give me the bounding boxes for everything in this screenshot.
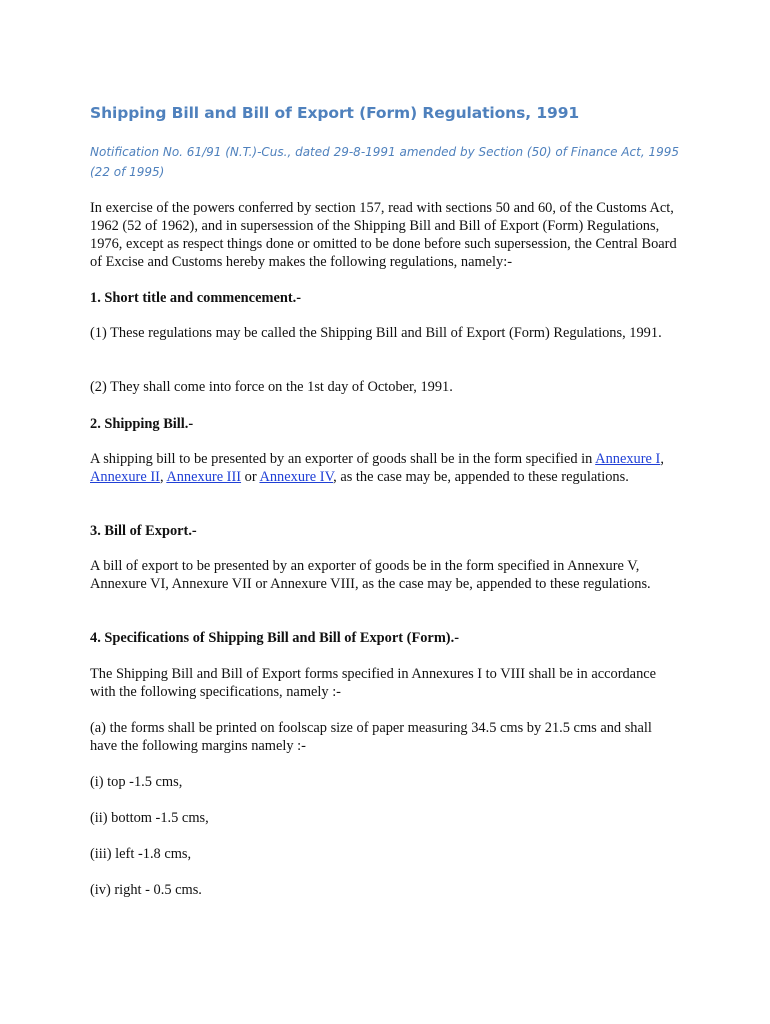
annexure-iii-link[interactable]: Annexure III bbox=[166, 469, 242, 485]
notification-line: Notification No. 61/91 (N.T.)-Cus., dated 29-8-1991 amended by Section (50) of Finance Act, 1995 (22 of 1995) bbox=[90, 145, 679, 179]
section-2-text-after: , as the case may be, appended to these regulations. bbox=[333, 469, 629, 485]
annexure-iv-link[interactable]: Annexure IV bbox=[259, 469, 334, 485]
link-separator: , bbox=[159, 469, 167, 485]
preamble-paragraph: In exercise of the powers conferred by section 157, read with sections 50 and 60, of the Customs Act, 1962 (52 of 1962), and in supersession of the Shipping Bill and Bill of Export (Form) Regulations, 1976, except as respect things done or omitted to be done before such supersession, the Central Board of Excise and Customs hereby makes the following regulations, namely:- bbox=[90, 200, 677, 270]
margin-item-left: (iii) left -1.8 cms, bbox=[90, 846, 192, 862]
section-2-text-before: A shipping bill to be presented by an exporter of goods shall be in the form specified in bbox=[90, 451, 596, 467]
link-separator: or bbox=[241, 469, 260, 485]
link-separator: , bbox=[660, 451, 664, 467]
section-4-item-a: (a) the forms shall be printed on foolscap size of paper measuring 34.5 cms by 21.5 cms and shall have the following margins namely :- bbox=[90, 720, 652, 754]
annexure-ii-link[interactable]: Annexure II bbox=[90, 469, 160, 485]
section-3-heading: 3. Bill of Export.- bbox=[90, 523, 197, 539]
section-4-heading: 4. Specifications of Shipping Bill and Bill of Export (Form).- bbox=[90, 630, 459, 646]
margin-item-top: (i) top -1.5 cms, bbox=[90, 774, 183, 790]
section-3-paragraph: A bill of export to be presented by an exporter of goods be in the form specified in Annexure V, Annexure VI, Annexure VII or Annexure VIII, as the case may be, appended to these regulations. bbox=[90, 558, 651, 592]
document-title: Shipping Bill and Bill of Export (Form) Regulations, 1991 bbox=[90, 104, 580, 122]
section-2-paragraph bbox=[90, 450, 680, 486]
annexure-i-link[interactable]: Annexure I bbox=[595, 451, 661, 467]
section-4-intro: The Shipping Bill and Bill of Export forms specified in Annexures I to VIII shall be in accordance with the following specifications, namely :- bbox=[90, 666, 657, 700]
section-2-heading: 2. Shipping Bill.- bbox=[90, 416, 194, 432]
section-1-heading: 1. Short title and commencement.- bbox=[90, 290, 302, 306]
section-1-para-1: (1) These regulations may be called the Shipping Bill and Bill of Export (Form) Regulations, 1991. bbox=[90, 325, 662, 341]
section-1-para-2: (2) They shall come into force on the 1st day of October, 1991. bbox=[90, 379, 453, 395]
margin-item-right: (iv) right - 0.5 cms. bbox=[90, 882, 202, 898]
margin-item-bottom: (ii) bottom -1.5 cms, bbox=[90, 810, 209, 826]
